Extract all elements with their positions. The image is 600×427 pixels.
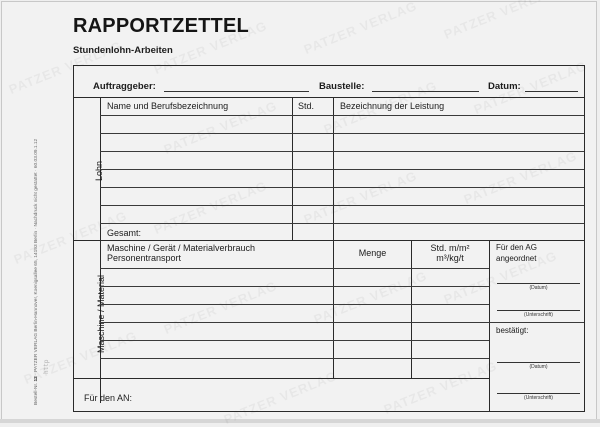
table-row-line [100, 358, 489, 359]
ag-title-line1: Für den AG [496, 243, 537, 252]
http-mark: http [43, 359, 50, 374]
table-row-line [100, 205, 584, 206]
ag-signature-field[interactable] [497, 310, 580, 311]
ag-signature-caption: (Unterschrift) [524, 312, 553, 318]
table-row-line [100, 151, 584, 152]
column-divider [489, 240, 490, 412]
confirmed-signature-field[interactable] [497, 393, 580, 394]
ag-title-line2: angeordnet [496, 254, 537, 263]
divider [489, 322, 584, 323]
table-row-line [100, 340, 489, 341]
divider [74, 378, 489, 379]
column-header-hours: Std. [298, 101, 315, 111]
table-row-line [100, 286, 489, 287]
column-header-transport: Personentransport [107, 253, 182, 263]
table-row-line [100, 115, 584, 116]
table-row-line [100, 322, 489, 323]
client-label: Auftraggeber: [93, 81, 156, 92]
table-row-line [100, 304, 489, 305]
column-header-quantity: Menge [358, 248, 387, 258]
ag-date-field[interactable] [497, 283, 580, 284]
table-row-line [100, 223, 584, 224]
publisher-note: Bestell-Nr. 12 · PATZER VERLAG Berlin-Hannover, Koenigsallee 65, 14193 Berlin · Nachdruck nicht gestattet · 60.03.09.1.12 [34, 138, 39, 405]
client-field[interactable] [164, 91, 309, 92]
page-shadow [0, 419, 600, 423]
ag-date-caption: (Datum) [529, 285, 548, 291]
table-row-line [100, 187, 584, 188]
column-header-name: Name und Berufsbezeichnung [107, 101, 229, 111]
divider [74, 240, 584, 241]
column-header-item: Maschine / Gerät / Materialverbrauch [107, 243, 256, 253]
divider [74, 97, 584, 98]
site-label: Baustelle: [319, 81, 365, 92]
date-field[interactable] [525, 91, 578, 92]
confirmed-signature-caption: (Unterschrift) [524, 395, 553, 401]
column-header-unit-line2: m³/kg/t [436, 253, 464, 263]
material-section-label: Maschine / Material [96, 274, 106, 354]
report-form [73, 65, 585, 412]
column-header-service: Bezeichnung der Leistung [340, 101, 445, 111]
table-row-line [100, 268, 489, 269]
document-subtitle: Stundenlohn-Arbeiten [73, 45, 173, 56]
total-label: Gesamt: [107, 228, 142, 238]
contractor-label: Für den AN: [84, 393, 133, 403]
confirmed-label: bestätigt: [496, 326, 529, 335]
column-header-unit-line1: Std. m/m² [430, 243, 470, 253]
document-title: RAPPORTZETTEL [73, 15, 249, 37]
table-row-line [100, 133, 584, 134]
lohn-section-label: Lohn [94, 160, 104, 182]
site-field[interactable] [372, 91, 479, 92]
confirmed-date-field[interactable] [497, 362, 580, 363]
table-row-line [100, 169, 584, 170]
date-label: Datum: [488, 81, 521, 92]
confirmed-date-caption: (Datum) [529, 364, 548, 370]
